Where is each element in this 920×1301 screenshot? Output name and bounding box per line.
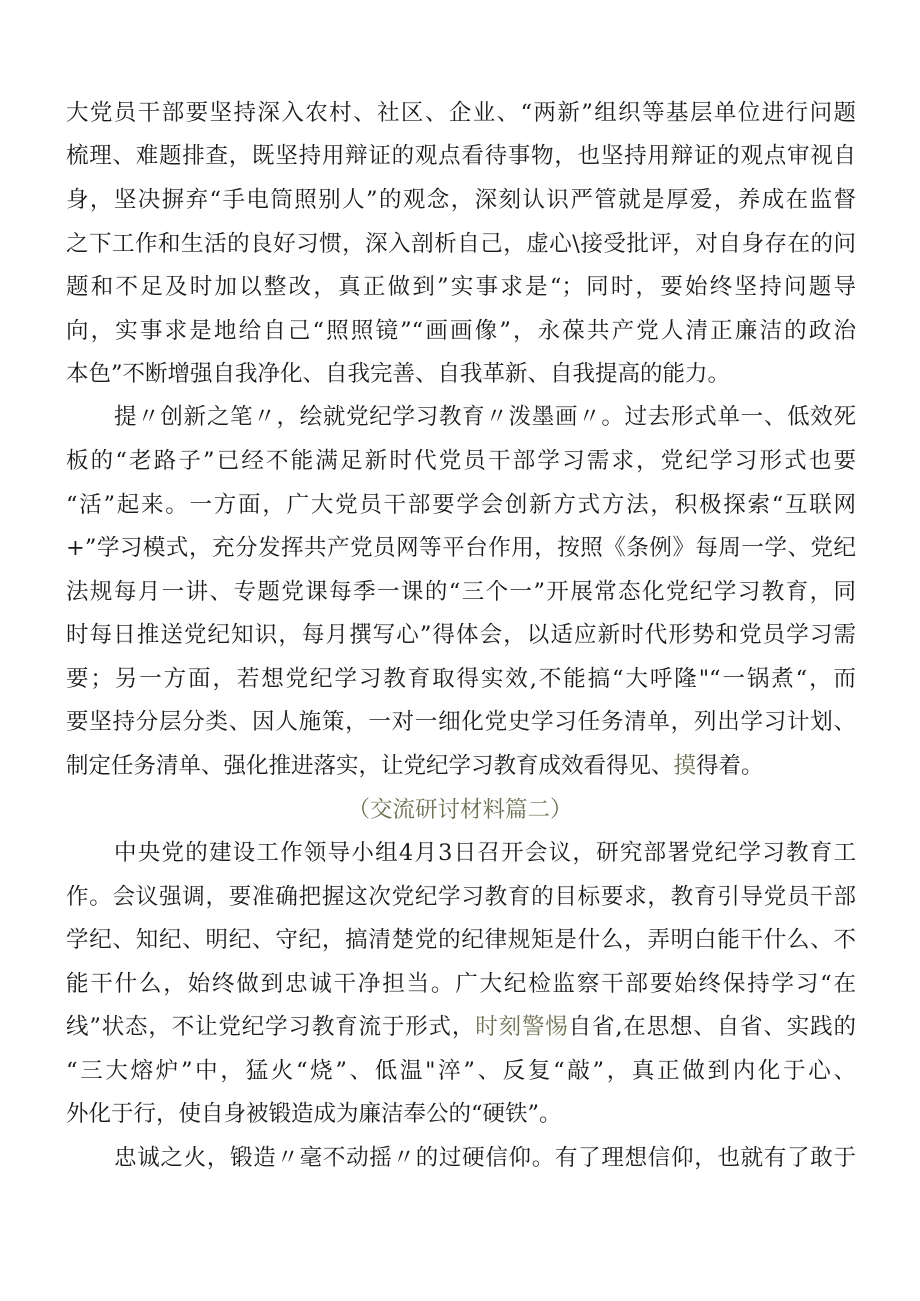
p2-line-4: +”学习模式，充分发挥共产党员网等平台作用，按照《条例》每周一学、党纪 <box>66 535 856 561</box>
p3-line-1: 中央党的建设工作领导小组4月3日召开会议，研究部署党纪学习教育工 <box>114 840 856 866</box>
p3-line-3: 学纪、知纪、明纪、守纪，搞清楚党的纪律规矩是什么，弄明白能干什么、不 <box>66 927 856 953</box>
p3-line-6: “三大熔炉”中，猛火“烧”、低温"淬”、反复“敲”，真正做到内化于心、 <box>66 1058 856 1084</box>
p2-line-8: 要坚持分层分类、因人施策，一对一细化党史学习任务清单，列出学习计划、 <box>66 709 856 735</box>
p3-line-7: 外化于行，使自身被锻造成为廉洁奉公的“硬铁”。 <box>66 1101 562 1127</box>
p2-line-9 <box>66 748 856 784</box>
p1-line-5: 题和不足及时加以整改，真正做到”实事求是“；同时，要始终坚持问题导 <box>66 274 856 300</box>
p4-line-1: 忠诚之火，锻造〃毫不动摇〃的过硬信仰。有了理想信仰，也就有了敢于 <box>114 1145 856 1171</box>
p3-line-5-text-b: 自省,在思想、自省、实践的 <box>568 1014 856 1040</box>
p1-line-2: 梳理、难题排查，既坚持用辩证的观点看待事物，也坚持用辩证的观点审视自 <box>66 143 856 169</box>
p2-line-6: 时每日推送党纪知识，每月撰写心”得体会，以适应新时代形势和党员学习需 <box>66 622 856 648</box>
p2-line-5: 法规每月一讲、专题党课每季一课的“三个一”开展常态化党纪学习教育，同 <box>66 579 856 605</box>
section-heading: （交流研讨材料篇二） <box>347 797 573 823</box>
p2-line-9-text-b: 得着。 <box>696 753 764 779</box>
p3-line-5 <box>66 1009 856 1045</box>
p2-line-9-text-a: 制定任务清单、强化推进落实，让党纪学习教育成效看得见、 <box>66 753 674 779</box>
p3-line-4: 能干什么，始终做到忠诚干净担当。广大纪检监察干部要始终保持学习“在 <box>66 971 856 997</box>
p2-line-7: 要；另一方面，若想党纪学习教育取得实效,不能搞“大呼隆"“一锅煮“，而 <box>66 666 856 692</box>
p1-line-4: 之下工作和生活的良好习惯，深入剖析自己，虚心\接受批评，对自身存在的问 <box>66 231 856 257</box>
p2-line-9-highlight: 摸 <box>673 753 697 779</box>
p3-line-5-highlight: 时刻警惕 <box>475 1014 569 1040</box>
p2-line-3: “活”起来。一方面，广大党员干部要学会创新方式方法，积极探索“互联网 <box>66 492 856 518</box>
p1-line-7: 本色”不断增强自我净化、自我完善、自我革新、自我提高的能力。 <box>66 361 731 387</box>
p1-line-3: 身，坚决摒弃“手电筒照别人”的观念，深刻认识严管就是厚爱，养成在监督 <box>66 187 856 213</box>
p1-line-6: 向，实事求是地给自己“照照镜”“画画像”，永葆共产党人清正廉洁的政治 <box>66 318 856 344</box>
p1-line-1: 大党员干部要坚持深入农村、社区、企业、“两新”组织等基层单位进行问题 <box>66 100 856 126</box>
p2-line-1: 提〃创新之笔〃，绘就党纪学习教育〃泼墨画〃。过去形式单一、低效死 <box>114 404 856 430</box>
p3-line-5-text-a: 线”状态，不让党纪学习教育流于形式， <box>66 1014 476 1040</box>
p3-line-2: 作。会议强调，要准确把握这次党纪学习教育的目标要求，教育引导党员干部 <box>66 884 856 910</box>
p2-line-2: 板的“老路子”已经不能满足新时代党员干部学习需求，党纪学习形式也要 <box>66 448 856 474</box>
